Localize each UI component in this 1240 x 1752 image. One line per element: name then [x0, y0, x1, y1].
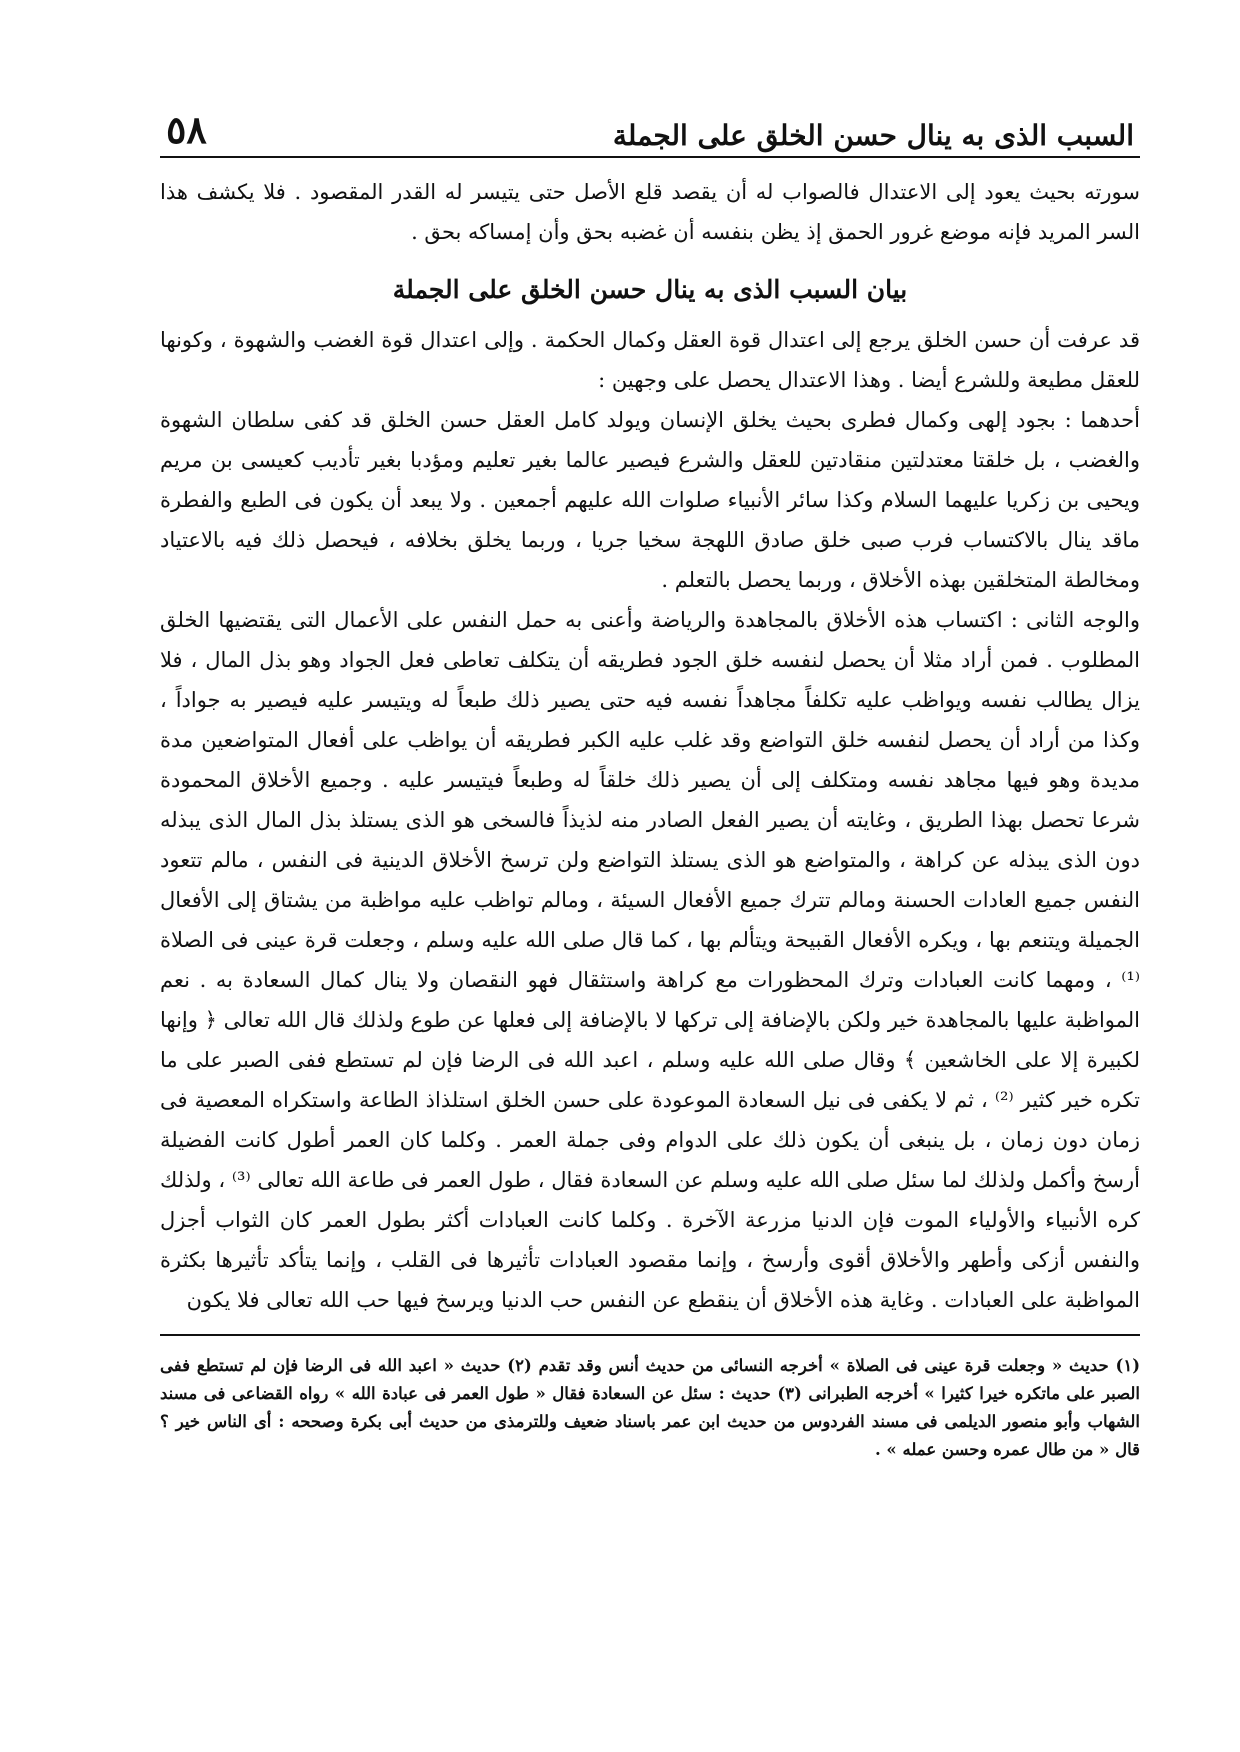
- footnote-divider: [160, 1334, 1140, 1336]
- page-number: ٥٨: [166, 107, 207, 152]
- paragraph: أحدهما : بجود إلهى وكمال فطرى بحيث يخلق الإنسان ويولد كامل العقل حسن الخلق قد كفى سلطان الشهوة والغضب ، بل خلقتا معتدلتين منقادتين للعقل والشرع فيصير عالما بغير تعليم ومؤدبا بغير تأديب كعيسى بن مريم ويحيى بن زكريا عليهما السلام وكذا سائر الأنبياء صلوات الله عليهم أجمعين . ولا يبعد أن يكون فى الطبع والفطرة ماقد ينال بالاكتساب فرب صبى خلق صادق اللهجة سخيا جريا ، وربما يخلق بخلافه ، فيحصل ذلك فيه بالاعتياد ومخالطة المتخلقين بهذه الأخلاق ، وربما يحصل بالتعلم .: [160, 408, 1140, 592]
- section-title: بيان السبب الذى به ينال حسن الخلق على الجملة: [392, 275, 908, 304]
- paragraph: قد عرفت أن حسن الخلق يرجع إلى اعتدال قوة العقل وكمال الحكمة . وإلى اعتدال قوة الغضب والشهوة ، وكونها للعقل مطيعة وللشرع أيضا . وهذا الاعتدال يحصل على وجهين :: [160, 328, 1140, 392]
- body-text: [160, 172, 1140, 1320]
- paragraph: والوجه الثانى : اكتساب هذه الأخلاق بالمجاهدة والرياضة وأعنى به حمل النفس على الأعمال التى يقتضيها الخلق المطلوب . فمن أراد مثلا أن يحصل لنفسه خلق الجود فطريقه أن يتكلف تعاطى فعل الجواد وهو بذل المال ، فلا يزال يطالب نفسه ويواظب عليه تكلفاً مجاهداً نفسه فيه حتى يصير ذلك طبعاً له ويتيسر عليه فيصير به جواداً ، وكذا من أراد أن يحصل لنفسه خلق التواضع وقد غلب عليه الكبر فطريقه أن يواظب على أفعال المتواضعين مدة مديدة وهو فيها مجاهد نفسه ومتكلف إلى أن يصير ذلك خلقاً له وطبعاً فيتيسر عليه . وجميع الأخلاق المحمودة شرعا تحصل بهذا الطريق ، وغايته أن يصير الفعل الصادر منه لذيذاً فالسخى هو الذى يستلذ بذل المال الذى يبذله دون الذى يبذله عن كراهة ، والمتواضع هو الذى يستلذ التواضع ولن ترسخ الأخلاق الدينية فى النفس ، مالم تتعود النفس جميع العادات الحسنة ومالم تترك جميع الأفعال السيئة ، ومالم تواظب عليه مواظبة من يشتاق إلى الأفعال الجميلة ويتنعم بها ، ويكره الأفعال القبيحة ويتألم بها ، كما قال صلى الله عليه وسلم ، وجعلت قرة عينى فى الصلاة ⁽¹⁾ ، ومهما كانت العبادات وترك المحظورات مع كراهة واستثقال فهو النقصان ولا ينال كمال السعادة به . نعم المواظبة عليها بالمجاهدة خير ولكن بالإضافة إلى تركها لا بالإضافة إلى فعلها عن طوع ولذلك قال الله تعالى ﴿ وإنها لكبيرة إلا على الخاشعين ﴾ وقال صلى الله عليه وسلم ، اعبد الله فى الرضا فإن لم تستطع ففى الصبر على ما تكره خير كثير ⁽²⁾ ، ثم لا يكفى فى نيل السعادة الموعودة على حسن الخلق استلذاذ الطاعة واستكراه المعصية فى زمان دون زمان ، بل ينبغى أن يكون ذلك على الدوام وفى جملة العمر . وكلما كان العمر أطول كانت الفضيلة أرسخ وأكمل ولذلك لما سئل صلى الله عليه وسلم عن السعادة فقال ، طول العمر فى طاعة الله تعالى ⁽³⁾ ، ولذلك كره الأنبياء والأولياء الموت فإن الدنيا مزرعة الآخرة . وكلما كانت العبادات أكثر بطول العمر كان الثواب أجزل والنفس أزكى وأطهر والأخلاق أقوى وأرسخ ، وإنما مقصود العبادات تأثيرها فى القلب ، وإنما يتأكد تأثيرها بكثرة المواظبة على العبادات . وغاية هذه الأخلاق أن ينقطع عن النفس حب الدنيا ويرسخ فيها حب الله تعالى فلا يكون: [160, 608, 1140, 1312]
- book-page: [160, 100, 1140, 1464]
- footnote-text: (١) حديث « وجعلت قرة عينى فى الصلاة » أخرجه النسائى من حديث أنس وقد تقدم (٢) حديث « اعبد الله فى الرضا فإن لم تستطع ففى الصبر على ماتكره خيرا كثيرا » أخرجه الطبرانى (٣) حديث : سئل عن السعادة فقال « طول العمر فى عبادة الله » رواه القضاعى فى مسند الشهاب وأبو منصور الديلمى فى مسند الفردوس من حديث ابن عمر باسناد ضعيف وللترمذى من حديث أبى بكرة وصححه : أى الناس خير ؟ قال « من طال عمره وحسن عمله » .: [160, 1356, 1140, 1459]
- paragraph: سورته بحيث يعود إلى الاعتدال فالصواب له أن يقصد قلع الأصل حتى يتيسر له القدر المقصود . فلا يكشف هذا السر المريد فإنه موضع غرور الحمق إذ يظن بنفسه أن غضبه بحق وأن إمساكه بحق .: [160, 180, 1140, 244]
- running-title: السبب الذى به ينال حسن الخلق على الجملة: [612, 119, 1134, 152]
- footnotes: [160, 1352, 1140, 1464]
- page-header: [160, 100, 1140, 158]
